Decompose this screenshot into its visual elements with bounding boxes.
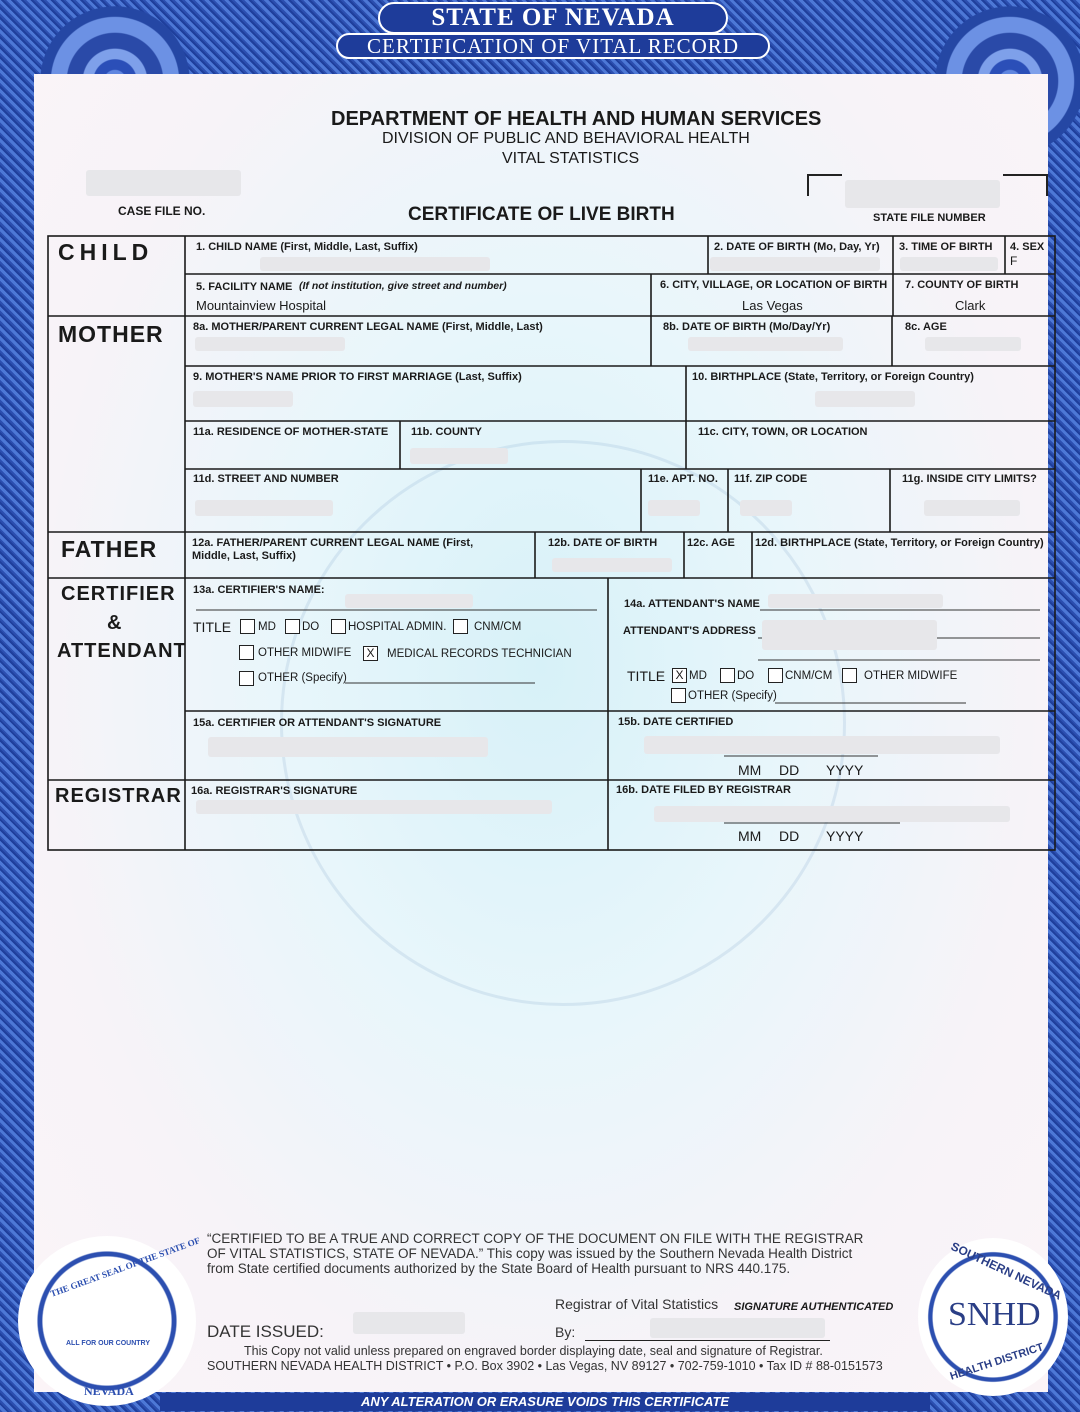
nevada-seal-top-text: THE GREAT SEAL OF THE STATE OF	[49, 1235, 202, 1299]
date-filed-redacted	[654, 806, 1010, 822]
label-apt: 11e. APT. NO.	[648, 473, 718, 485]
value-facility: Mountainview Hospital	[196, 298, 327, 313]
certification-banner: CERTIFICATION OF VITAL RECORD	[336, 33, 770, 59]
label-city-of-birth: 6. CITY, VILLAGE, OR LOCATION OF BIRTH	[660, 279, 888, 291]
section-amp: &	[107, 612, 123, 634]
label-street: 11d. STREET AND NUMBER	[193, 473, 339, 485]
cert-do-checkbox[interactable]	[285, 619, 300, 634]
label-father-name-1: 12a. FATHER/PARENT CURRENT LEGAL NAME (First,	[192, 537, 474, 549]
certifier-signature-redacted	[208, 737, 488, 757]
label-mother-birthplace: 10. BIRTHPLACE (State, Territory, or Foreign Country)	[692, 371, 974, 383]
att-other-checkbox[interactable]	[671, 688, 686, 703]
dob-redacted	[710, 257, 880, 271]
mother-age-redacted	[925, 337, 1021, 351]
mother-name-redacted	[195, 337, 345, 351]
label-residence-state: 11a. RESIDENCE OF MOTHER-STATE	[193, 426, 389, 438]
filed-date-mm: MM	[738, 828, 762, 844]
cert-do-label: DO	[302, 621, 320, 633]
cert-date-dd: DD	[779, 762, 800, 778]
label-zip: 11f. ZIP CODE	[734, 473, 808, 485]
label-mother-dob: 8b. DATE OF BIRTH (Mo/Day/Yr)	[663, 321, 831, 333]
value-city-of-birth: Las Vegas	[742, 298, 803, 313]
label-residence-city: 11c. CITY, TOWN, OR LOCATION	[698, 426, 868, 438]
label-sex: 4. SEX	[1010, 241, 1045, 253]
date-certified-redacted	[644, 736, 1000, 754]
state-file-label: STATE FILE NUMBER	[873, 212, 986, 224]
label-attendant-address: ATTENDANT'S ADDRESS	[623, 625, 756, 637]
snhd-seal-monogram: SNHD	[948, 1296, 1041, 1333]
certified-text-1: “CERTIFIED TO BE A TRUE AND CORRECT COPY OF THE DOCUMENT ON FILE WITH THE REGISTRAR	[207, 1231, 864, 1246]
cert-mrt-checkbox[interactable]: X	[363, 646, 378, 661]
label-mother-name: 8a. MOTHER/PARENT CURRENT LEGAL NAME (First, Middle, Last)	[193, 321, 543, 333]
label-father-name-2: Middle, Last, Suffix)	[192, 550, 296, 562]
section-father: FATHER	[61, 536, 158, 562]
label-attendant-name: 14a. ATTENDANT'S NAME	[624, 598, 760, 610]
attendant-name-redacted	[768, 594, 943, 608]
label-registrar-signature: 16a. REGISTRAR'S SIGNATURE	[191, 785, 358, 797]
section-registrar: REGISTRAR	[55, 785, 182, 807]
label-father-dob: 12b. DATE OF BIRTH	[548, 537, 658, 549]
att-do-checkbox[interactable]	[720, 668, 735, 683]
dept-title: DEPARTMENT OF HEALTH AND HUMAN SERVICES	[331, 108, 822, 130]
city-limits-redacted	[924, 500, 1020, 516]
cert-midwife-checkbox[interactable]	[239, 645, 254, 660]
attendant-title-label: TITLE	[627, 668, 666, 684]
label-date-filed: 16b. DATE FILED BY REGISTRAR	[616, 784, 792, 796]
section-attendant: ATTENDANT	[57, 640, 187, 662]
value-sex: F	[1010, 254, 1018, 268]
label-residence-county: 11b. COUNTY	[411, 426, 482, 438]
label-time-of-birth: 3. TIME OF BIRTH	[899, 241, 993, 253]
certifier-name-redacted	[345, 594, 473, 608]
filed-date-dd: DD	[779, 828, 800, 844]
signature-authenticated: SIGNATURE AUTHENTICATED	[734, 1301, 894, 1313]
section-child: CHILD	[58, 239, 154, 265]
mother-birthplace-redacted	[815, 391, 915, 407]
label-father-age: 12c. AGE	[687, 537, 735, 549]
snhd-address: SOUTHERN NEVADA HEALTH DISTRICT • P.O. Box 3902 • Las Vegas, NV 89127 • 702-759-1010 • Tax ID # 88-0151573	[207, 1359, 883, 1373]
not-valid-notice: This Copy not valid unless prepared on engraved border displaying date, seal and signature of Registrar.	[244, 1344, 823, 1358]
cert-md-checkbox[interactable]	[240, 619, 255, 634]
cert-midwife-label: OTHER MIDWIFE	[258, 647, 352, 659]
registrar-signature-redacted	[196, 800, 552, 814]
maiden-name-redacted	[193, 391, 293, 407]
filed-date-yyyy: YYYY	[826, 828, 864, 844]
label-county-of-birth: 7. COUNTY OF BIRTH	[905, 279, 1019, 291]
label-mother-age: 8c. AGE	[905, 321, 947, 333]
child-name-redacted	[260, 257, 490, 271]
cert-admin-checkbox[interactable]	[331, 619, 346, 634]
att-do-label: DO	[737, 670, 755, 682]
cert-md-label: MD	[258, 621, 276, 633]
att-md-checkbox[interactable]: X	[672, 668, 687, 683]
label-certifier-signature: 15a. CERTIFIER OR ATTENDANT'S SIGNATURE	[193, 717, 442, 729]
cert-date-yyyy: YYYY	[826, 762, 864, 778]
section-mother: MOTHER	[58, 321, 164, 347]
label-facility: 5. FACILITY NAME	[196, 281, 293, 293]
registrar-of-vital-statistics: Registrar of Vital Statistics	[555, 1296, 719, 1312]
street-redacted	[195, 500, 333, 516]
label-date-certified: 15b. DATE CERTIFIED	[618, 716, 734, 728]
father-dob-redacted	[552, 558, 672, 572]
certified-text-3: from State certified documents authorized by the State Board of Health pursuant to NRS 440.175.	[207, 1261, 791, 1276]
nevada-seal-bottom-text: NEVADA	[84, 1384, 134, 1398]
case-file-label: CASE FILE NO.	[118, 204, 206, 218]
att-other-label: OTHER (Specify)	[688, 690, 777, 702]
tob-redacted	[900, 257, 998, 271]
certifier-title-label: TITLE	[193, 619, 232, 635]
unit-title: VITAL STATISTICS	[502, 150, 640, 167]
label-facility-note: (If not institution, give street and number)	[299, 280, 507, 292]
snhd-seal	[918, 1238, 1068, 1396]
date-issued-redacted	[353, 1312, 465, 1334]
cert-date-mm: MM	[738, 762, 762, 778]
attendant-address-redacted	[762, 620, 937, 650]
att-md-label: MD	[689, 670, 707, 682]
label-certifier-name: 13a. CERTIFIER'S NAME:	[193, 584, 325, 596]
cert-other-label: OTHER (Specify)	[258, 672, 347, 684]
nevada-great-seal	[18, 1235, 202, 1406]
state-banner: STATE OF NEVADA	[378, 2, 728, 34]
label-city-limits: 11g. INSIDE CITY LIMITS?	[902, 473, 1037, 485]
cert-other-checkbox[interactable]	[239, 671, 254, 686]
certified-text-2: OF VITAL STATISTICS, STATE OF NEVADA.” This copy was issued by the Southern Nevada Health District	[207, 1246, 853, 1261]
label-father-birthplace: 12d. BIRTHPLACE (State, Territory, or Foreign Country)	[755, 537, 1044, 549]
cert-admin-label: HOSPITAL ADMIN.	[348, 621, 447, 633]
att-midwife-label: OTHER MIDWIFE	[864, 670, 958, 682]
cert-cnm-label: CNM/CM	[474, 621, 522, 633]
by-label: By:	[555, 1324, 576, 1340]
value-county-of-birth: Clark	[955, 298, 986, 313]
att-cnm-label: CNM/CM	[785, 670, 833, 682]
zip-redacted	[740, 500, 792, 516]
date-issued-label: DATE ISSUED:	[207, 1322, 324, 1341]
att-midwife-checkbox[interactable]	[842, 668, 857, 683]
apt-redacted	[648, 500, 700, 516]
mother-dob-redacted	[688, 337, 843, 351]
county-redacted	[410, 448, 508, 464]
void-warning-band: ANY ALTERATION OR ERASURE VOIDS THIS CERTIFICATE	[160, 1393, 930, 1411]
att-cnm-checkbox[interactable]	[768, 668, 783, 683]
cert-cnm-checkbox[interactable]	[453, 619, 468, 634]
label-child-name: 1. CHILD NAME (First, Middle, Last, Suffix)	[196, 241, 418, 253]
nevada-seal-motto: ALL FOR OUR COUNTRY	[66, 1340, 150, 1347]
registrar-sig-redacted	[650, 1318, 825, 1338]
cert-mrt-label: MEDICAL RECORDS TECHNICIAN	[387, 648, 572, 660]
certificate-title: CERTIFICATE OF LIVE BIRTH	[408, 204, 675, 225]
division-title: DIVISION OF PUBLIC AND BEHAVIORAL HEALTH	[382, 130, 750, 147]
section-certifier: CERTIFIER	[61, 583, 176, 605]
snhd-seal-top-text: SOUTHERN NEVADA	[948, 1239, 1064, 1303]
label-date-of-birth: 2. DATE OF BIRTH (Mo, Day, Yr)	[714, 241, 880, 253]
snhd-seal-bottom-text: HEALTH DISTRICT	[948, 1341, 1046, 1383]
label-maiden-name: 9. MOTHER'S NAME PRIOR TO FIRST MARRIAGE (Last, Suffix)	[193, 371, 522, 383]
